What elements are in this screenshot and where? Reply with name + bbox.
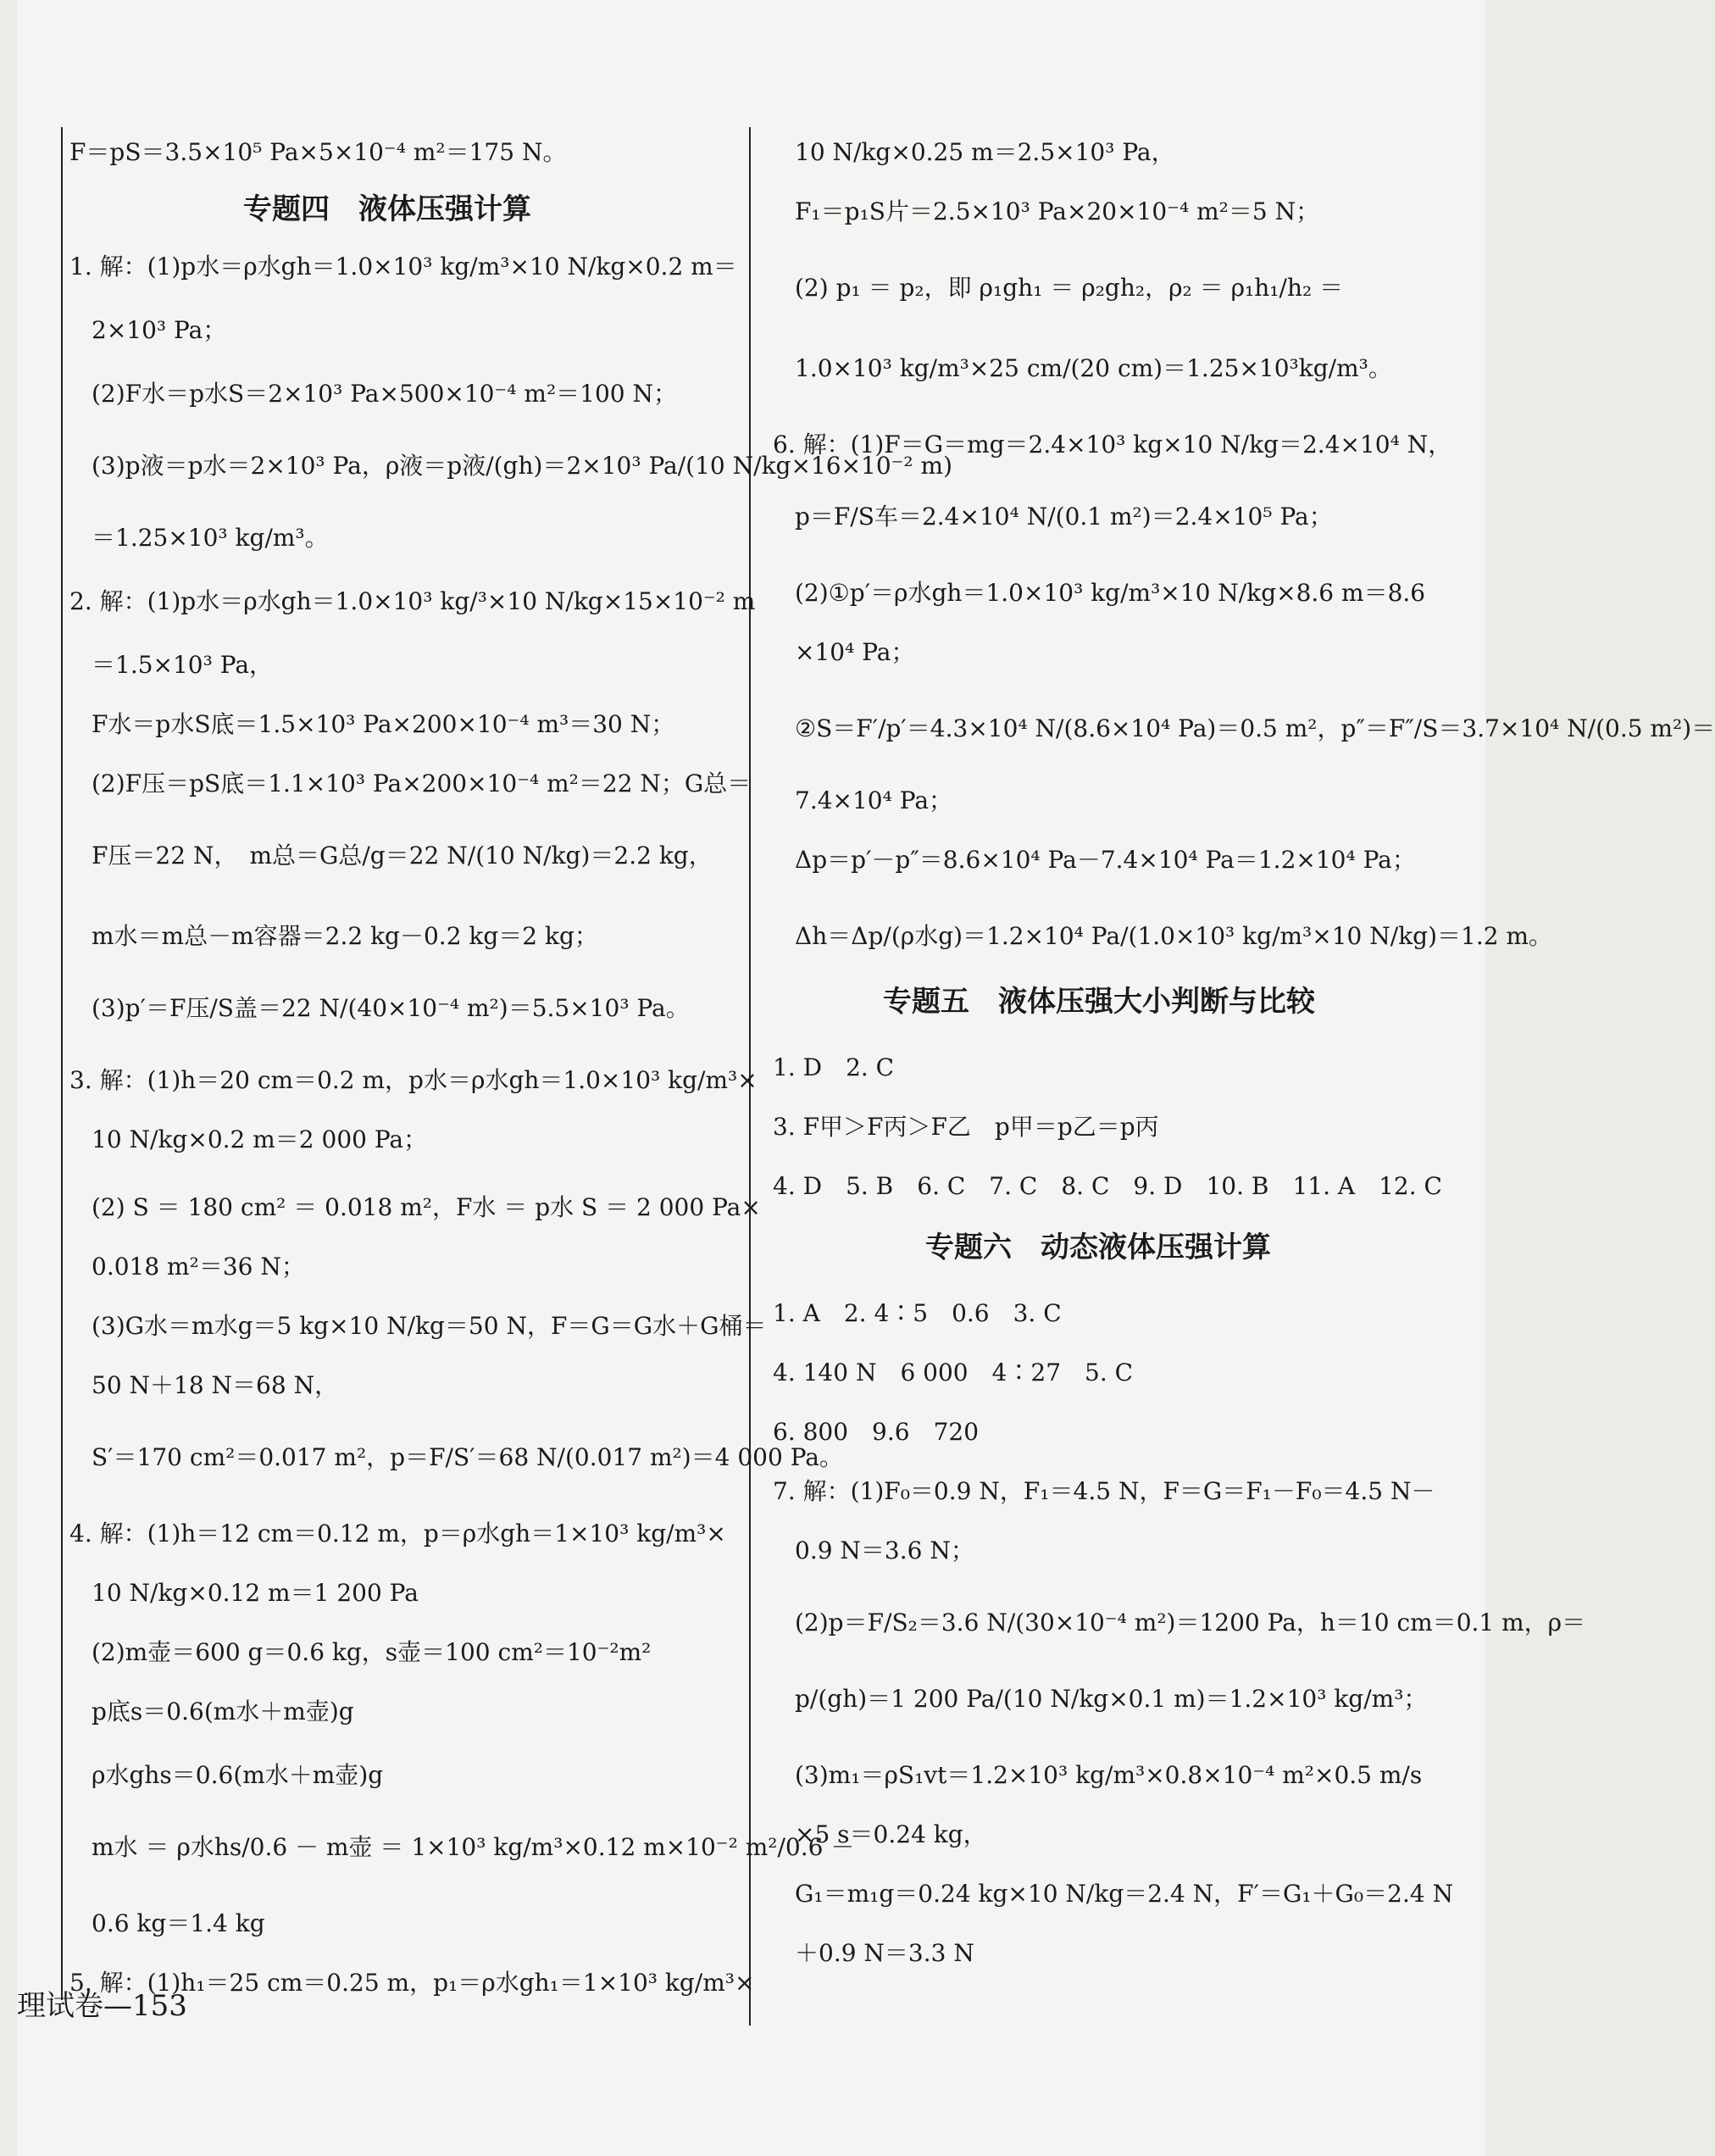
text-line: 50 N＋18 N＝68 N， <box>92 1371 339 1399</box>
text-line: 1. 解：(1)p水＝ρ水gh＝1.0×10³ kg/m³×10 N/kg×0.2 m＝ <box>69 253 737 281</box>
section-title: 专题六 动态液体压强计算 <box>925 1231 1271 1264</box>
text-line: 7.4×10⁴ Pa； <box>795 786 953 814</box>
answer-line: 4. D 5. B 6. C 7. C 8. C 9. D 10. B 11. A 12. C <box>773 1172 1442 1200</box>
text-line: ＝1.25×10³ kg/m³。 <box>92 524 329 552</box>
text-line: (2)m壶＝600 g＝0.6 kg，s壶＝100 cm²＝10⁻²m² <box>92 1638 652 1666</box>
text-line: p底s＝0.6(m水＋m壶)g <box>92 1698 354 1725</box>
text-line: F＝pS＝3.5×10⁵ Pa×5×10⁻⁴ m²＝175 N。 <box>69 138 567 166</box>
text-line: 3. 解：(1)h＝20 cm＝0.2 m，p水＝ρ水gh＝1.0×10³ kg/m³× <box>69 1066 758 1094</box>
text-line: F₁＝p₁S片＝2.5×10³ Pa×20×10⁻⁴ m²＝5 N； <box>795 197 1320 225</box>
text-line: ＝1.5×10³ Pa， <box>92 651 274 679</box>
text-line: m水 ＝ ρ水hs/0.6 － m壶 ＝ 1×10³ kg/m³×0.12 m×10⁻² m²/0.6 － <box>92 1833 855 1861</box>
text-line: (2) p₁ ＝ p₂，即 ρ₁gh₁ ＝ ρ₂gh₂，ρ₂ ＝ ρ₁h₁/h₂ ＝ <box>795 274 1344 302</box>
answer-line: 1. A 2. 4∶5 0.6 3. C <box>773 1299 1062 1327</box>
answer-line: 6. 800 9.6 720 <box>773 1418 980 1446</box>
text-line: m水＝m总－m容器＝2.2 kg－0.2 kg＝2 kg； <box>92 922 598 950</box>
text-line: (3)m₁＝ρS₁vt＝1.2×10³ kg/m³×0.8×10⁻⁴ m²×0.5 m/s <box>795 1761 1423 1789</box>
text-line: (2) S ＝ 180 cm² ＝ 0.018 m²，F水 ＝ p水 S ＝ 2 000 Pa× <box>92 1193 761 1221</box>
text-line: (2)F水＝p水S＝2×10³ Pa×500×10⁻⁴ m²＝100 N； <box>92 380 678 408</box>
text-line: 7. 解：(1)F₀＝0.9 N，F₁＝4.5 N，F＝G＝F₁－F₀＝4.5 N－ <box>773 1477 1435 1505</box>
text-line: 0.9 N＝3.6 N； <box>795 1536 974 1564</box>
text-line: (2)①p′＝ρ水gh＝1.0×10³ kg/m³×10 N/kg×8.6 m＝8.6 <box>795 579 1426 607</box>
text-line: F压＝22 N， m总＝G总/g＝22 N/(10 N/kg)＝2.2 kg， <box>92 842 713 870</box>
section-title: 专题四 液体压强计算 <box>243 192 531 226</box>
answer-line: 3. F甲＞F丙＞F乙 p甲＝p乙＝p丙 <box>773 1113 1159 1141</box>
text-line: ＋0.9 N＝3.3 N <box>795 1939 974 1967</box>
text-line: ×5 s＝0.24 kg， <box>795 1820 987 1848</box>
answer-line: 1. D 2. C <box>773 1053 895 1081</box>
left-margin-rule <box>61 127 63 2000</box>
text-line: p＝F/S车＝2.4×10⁴ N/(0.1 m²)＝2.4×10⁵ Pa； <box>795 503 1333 531</box>
text-line: Δp＝p′－p″＝8.6×10⁴ Pa－7.4×10⁴ Pa＝1.2×10⁴ Pa； <box>795 846 1416 874</box>
text-line: 2×10³ Pa； <box>92 316 227 344</box>
text-line: 10 N/kg×0.12 m＝1 200 Pa <box>92 1579 419 1607</box>
text-line: ②S＝F′/p′＝4.3×10⁴ N/(8.6×10⁴ Pa)＝0.5 m²，p″＝F″/S＝3.7×10⁴ N/(0.5 m²)＝ <box>795 714 1715 742</box>
answer-page <box>17 0 1715 2156</box>
text-line: (3)G水＝m水g＝5 kg×10 N/kg＝50 N，F＝G＝G水＋G桶＝ <box>92 1312 767 1340</box>
page-footer: 理试卷—153 <box>17 1989 187 2023</box>
text-line: G₁＝m₁g＝0.24 kg×10 N/kg＝2.4 N，F′＝G₁＋G₀＝2.4 N <box>795 1880 1454 1908</box>
text-line: 10 N/kg×0.25 m＝2.5×10³ Pa， <box>795 138 1175 166</box>
text-line: 0.6 kg＝1.4 kg <box>92 1909 265 1937</box>
text-line: (3)p液＝p水＝2×10³ Pa，ρ液＝p液/(gh)＝2×10³ Pa/(10 N/kg×16×10⁻² m) <box>92 452 953 480</box>
text-line: F水＝p水S底＝1.5×10³ Pa×200×10⁻⁴ m³＝30 N； <box>92 710 675 738</box>
text-line: 1.0×10³ kg/m³×25 cm/(20 cm)＝1.25×10³kg/m³。 <box>795 354 1392 382</box>
text-line: 10 N/kg×0.2 m＝2 000 Pa； <box>92 1125 428 1153</box>
text-line: 6. 解：(1)F＝G＝mg＝2.4×10³ kg×10 N/kg＝2.4×10⁴ N， <box>773 431 1452 458</box>
answer-line: 4. 140 N 6 000 4∶27 5. C <box>773 1359 1134 1386</box>
text-line: (2)F压＝pS底＝1.1×10³ Pa×200×10⁻⁴ m²＝22 N；G总＝ <box>92 770 752 797</box>
text-line: ρ水ghs＝0.6(m水＋m壶)g <box>92 1761 384 1789</box>
section-title: 专题五 液体压强大小判断与比较 <box>883 985 1315 1019</box>
text-line: Δh＝Δp/(ρ水g)＝1.2×10⁴ Pa/(1.0×10³ kg/m³×10 N/kg)＝1.2 m。 <box>795 922 1553 950</box>
text-line: S′＝170 cm²＝0.017 m²，p＝F/S′＝68 N/(0.017 m²)＝4 000 Pa。 <box>92 1443 843 1471</box>
text-line: 5. 解：(1)h₁＝25 cm＝0.25 m，p₁＝ρ水gh₁＝1×10³ kg/m³× <box>69 1969 755 1997</box>
text-line: (2)p＝F/S₂＝3.6 N/(30×10⁻⁴ m²)＝1200 Pa，h＝10 cm＝0.1 m，ρ＝ <box>795 1609 1586 1636</box>
text-line: p/(gh)＝1 200 Pa/(10 N/kg×0.1 m)＝1.2×10³ kg/m³； <box>795 1685 1428 1713</box>
text-line: 2. 解：(1)p水＝ρ水gh＝1.0×10³ kg/³×10 N/kg×15×10⁻² m <box>69 587 756 615</box>
text-line: ×10⁴ Pa； <box>795 638 915 666</box>
text-line: 0.018 m²＝36 N； <box>92 1253 305 1281</box>
text-line: (3)p′＝F压/S盖＝22 N/(40×10⁻⁴ m²)＝5.5×10³ Pa。 <box>92 994 690 1022</box>
text-line: 4. 解：(1)h＝12 cm＝0.12 m，p＝ρ水gh＝1×10³ kg/m³× <box>69 1520 726 1548</box>
